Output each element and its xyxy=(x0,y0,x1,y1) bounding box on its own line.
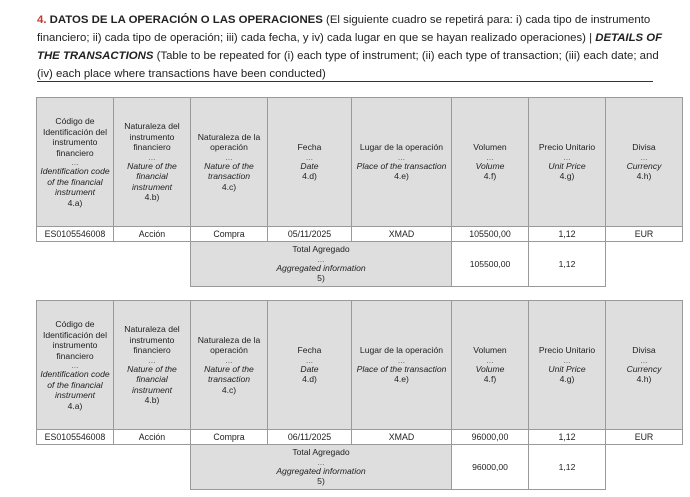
header-cell: Lugar de la operación ... Place of the transaction 4.e) xyxy=(352,301,452,430)
header-cell: Fecha ... Date 4.d) xyxy=(268,98,352,227)
section-heading xyxy=(37,11,667,83)
section-title-en: DETAILS OF THE TRANSACTIONS xyxy=(37,32,663,62)
header-cell: Divisa ... Currency 4.h) xyxy=(606,301,683,430)
header-cell: Código de Identificación del instrumento financiero ... Identification code of the financial instrument 4.a) xyxy=(37,98,114,227)
unit-price-cell: 1,12 xyxy=(529,430,606,445)
section-number: 4. xyxy=(37,14,47,26)
transaction-nature-cell: Compra xyxy=(191,227,268,242)
section-text-es: (El siguiente cuadro se repetirá para: i) cada tipo de instrumento financiero; ii) cada tipo de operación; iii) cada fecha, y iv) cada lugar en que se hayan realizado operaciones) | xyxy=(37,14,651,44)
date-cell: 05/11/2025 xyxy=(268,227,352,242)
volume-cell: 96000,00 xyxy=(452,430,529,445)
header-cell: Lugar de la operación ... Place of the transaction 4.e) xyxy=(352,98,452,227)
header-cell: Naturaleza del instrumento financiero ... Nature of the financial instrument 4.b) xyxy=(114,301,191,430)
aggregate-volume-cell: 105500,00 xyxy=(452,242,529,287)
aggregate-row xyxy=(37,242,683,287)
date-cell: 06/11/2025 xyxy=(268,430,352,445)
venue-cell: XMAD xyxy=(352,430,452,445)
instrument-nature-cell: Acción xyxy=(114,430,191,445)
header-cell: Precio Unitario ... Unit Price 4.g) xyxy=(529,98,606,227)
aggregate-volume-cell: 96000,00 xyxy=(452,445,529,490)
aggregate-label-cell: Total Agregado ... Aggregated information 5) xyxy=(191,445,452,490)
transaction-table xyxy=(36,300,683,490)
header-row xyxy=(37,98,683,227)
instrument-nature-cell: Acción xyxy=(114,227,191,242)
heading-rule xyxy=(37,81,653,82)
section-text-en: (Table to be repeated for (i) each type of instrument; (ii) each type of transaction; (iii) each date; and (iv) each place where transactions have been conducted) xyxy=(37,50,659,80)
aggregate-row xyxy=(37,445,683,490)
table-row xyxy=(37,227,683,242)
header-cell: Naturaleza de la operación ... Nature of the transaction 4.c) xyxy=(191,301,268,430)
header-cell: Volumen ... Volume 4.f) xyxy=(452,98,529,227)
currency-cell: EUR xyxy=(606,430,683,445)
aggregate-label-cell: Total Agregado ... Aggregated information 5) xyxy=(191,242,452,287)
header-cell: Divisa ... Currency 4.h) xyxy=(606,98,683,227)
transaction-table xyxy=(36,97,683,287)
isin-cell: ES0105546008 xyxy=(37,227,114,242)
table-row xyxy=(37,430,683,445)
header-row xyxy=(37,301,683,430)
venue-cell: XMAD xyxy=(352,227,452,242)
transaction-nature-cell: Compra xyxy=(191,430,268,445)
aggregate-price-cell: 1,12 xyxy=(529,242,606,287)
header-cell: Código de Identificación del instrumento financiero ... Identification code of the financial instrument 4.a) xyxy=(37,301,114,430)
header-cell: Volumen ... Volume 4.f) xyxy=(452,301,529,430)
isin-cell: ES0105546008 xyxy=(37,430,114,445)
unit-price-cell: 1,12 xyxy=(529,227,606,242)
volume-cell: 105500,00 xyxy=(452,227,529,242)
header-cell: Naturaleza del instrumento financiero ... Nature of the financial instrument 4.b) xyxy=(114,98,191,227)
section-title-es: DATOS DE LA OPERACIÓN O LAS OPERACIONES xyxy=(49,14,323,26)
header-cell: Precio Unitario ... Unit Price 4.g) xyxy=(529,301,606,430)
header-cell: Fecha ... Date 4.d) xyxy=(268,301,352,430)
aggregate-price-cell: 1,12 xyxy=(529,445,606,490)
header-cell: Naturaleza de la operación ... Nature of the transaction 4.c) xyxy=(191,98,268,227)
currency-cell: EUR xyxy=(606,227,683,242)
